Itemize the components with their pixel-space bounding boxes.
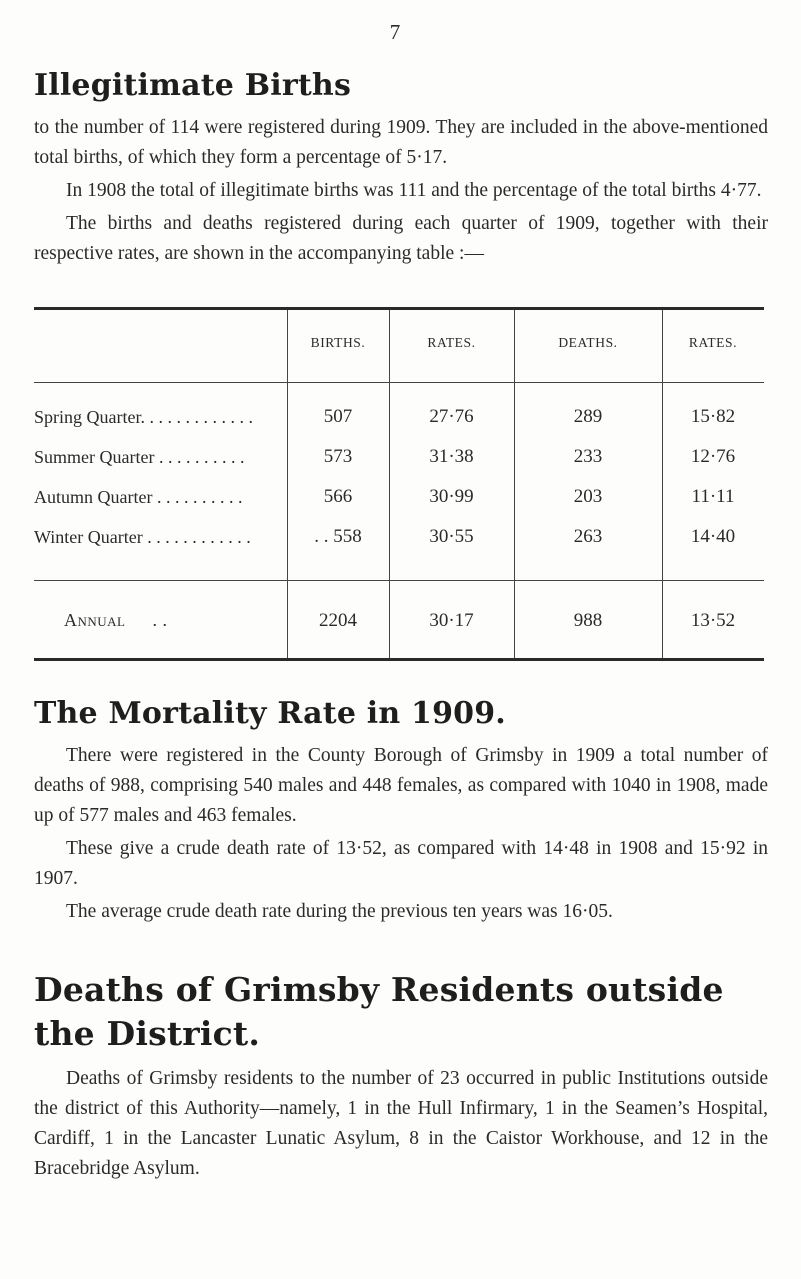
cell-birth-rate: 27·76 — [429, 406, 474, 427]
cell-births: 573 — [323, 446, 353, 467]
cell-births: 566 — [323, 486, 353, 507]
cell-births: 507 — [323, 406, 353, 427]
cell-birth-rate: 30·99 — [429, 486, 474, 507]
column-divider — [287, 310, 288, 658]
quarterly-table — [34, 307, 764, 661]
row-label-winter: Winter Quarter . . . . . . . . . . . . — [34, 527, 251, 547]
cell-deaths: 203 — [573, 486, 603, 507]
annual-label-text: Annual — [64, 610, 126, 630]
section-title: The Mortality Rate in 1909. — [34, 696, 506, 731]
row-label-autumn: Autumn Quarter . . . . . . . . . . — [34, 487, 243, 507]
header-births: BIRTHS. — [310, 335, 366, 350]
paragraph: to the number of 114 were registered during 1909. They are included in the above-mentioned total births, of which they form a percentage of 5·17. — [34, 117, 768, 168]
column-divider — [389, 310, 390, 658]
page-number: 7 — [389, 20, 401, 44]
section-mortality-rate — [34, 696, 768, 927]
cell-births: . . 558 — [314, 526, 362, 547]
section-title: Deaths of Grimsby Residents outside the District. — [34, 970, 724, 1053]
cell-deaths: 289 — [573, 406, 603, 427]
paragraph: The births and deaths registered during each quarter of 1909, together with their respective rates, are shown in the accompanying table :— — [34, 213, 768, 264]
cell-death-rate: 11·11 — [691, 486, 735, 507]
paragraph: There were registered in the County Borough of Grimsby in 1909 a total number of deaths of 988, comprising 540 males and 448 females, as compared with 1040 in 1908, made up of 577 males and 463 females. — [34, 745, 768, 826]
cell-birth-rate: 31·38 — [429, 446, 474, 467]
paragraph: In 1908 the total of illegitimate births was 111 and the percentage of the total births 4·77. — [66, 180, 762, 201]
row-label-annual — [64, 610, 168, 631]
row-label-spring: Spring Quarter. . . . . . . . . . . . . — [34, 407, 253, 427]
cell-deaths: 263 — [573, 526, 603, 547]
section-title: Illegitimate Births — [34, 68, 352, 103]
cell-birth-rate: 30·55 — [429, 526, 474, 547]
cell-deaths: 233 — [573, 446, 603, 467]
column-divider — [662, 310, 663, 658]
annual-rule — [34, 580, 764, 581]
header-rule — [34, 382, 764, 383]
header-death-rates: RATES. — [688, 335, 738, 350]
cell-birth-rate: 30·17 — [429, 610, 474, 631]
cell-births: 2204 — [319, 610, 357, 631]
paragraph: Deaths of Grimsby residents to the number of 23 occurred in public Institutions outside the district of this Authority—namely, 1 in the Hull Infirmary, 1 in the Seamen’s Hospital, Cardiff, 1 in the Lancaster Lunatic Asylum, 8 in the Caistor Workhouse, and 12 in the Bracebridge Asylum. — [34, 1068, 768, 1179]
cell-death-rate: 12·76 — [690, 446, 736, 467]
cell-death-rate: 15·82 — [690, 406, 736, 427]
cell-death-rate: 13·52 — [690, 610, 736, 631]
header-deaths: DEATHS. — [558, 335, 618, 350]
section-deaths-outside — [34, 968, 768, 1184]
cell-deaths: 988 — [573, 610, 603, 631]
column-divider — [514, 310, 515, 658]
annual-leader-dots: . . — [152, 610, 168, 630]
paragraph: The average crude death rate during the previous ten years was 16·05. — [66, 901, 613, 922]
section-illegitimate-births — [34, 68, 768, 269]
paragraph: These give a crude death rate of 13·52, as compared with 14·48 in 1908 and 15·92 in 1907. — [34, 838, 768, 889]
cell-death-rate: 14·40 — [690, 526, 736, 547]
row-label-summer: Summer Quarter . . . . . . . . . . — [34, 447, 245, 467]
header-birth-rates: RATES. — [427, 335, 476, 350]
